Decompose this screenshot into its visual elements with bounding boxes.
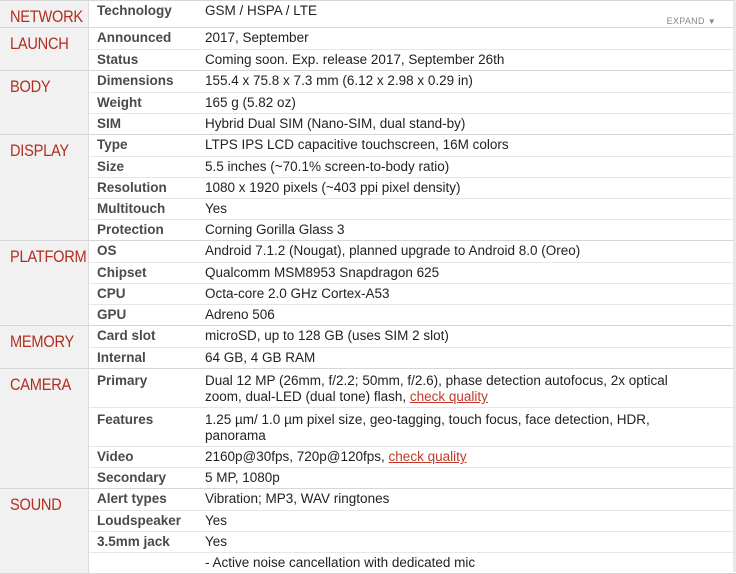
spec-value	[199, 50, 736, 70]
spec-value	[199, 511, 736, 531]
spec-value-text: 155.4 x 75.8 x 7.3 mm (6.12 x 2.98 x 0.29 in)	[205, 73, 473, 88]
spec-value-text: 2160p@30fps, 720p@120fps,	[205, 449, 389, 464]
spec-value	[199, 28, 736, 49]
expand-label: EXPAND	[666, 16, 705, 26]
section-heading-label: NETWORK	[10, 7, 83, 26]
spec-title: 3.5mm jack	[97, 534, 170, 549]
spec-title: Type	[97, 137, 128, 152]
spec-section-display	[0, 135, 736, 241]
spec-value-text: Vibration; MP3, WAV ringtones	[205, 491, 390, 506]
spec-section-network	[0, 0, 736, 28]
spec-value	[199, 408, 736, 446]
spec-value	[199, 199, 736, 219]
spec-title: Status	[97, 52, 139, 67]
spec-value	[199, 71, 736, 92]
spec-row	[89, 219, 736, 240]
spec-row	[89, 489, 736, 510]
spec-value-text: Qualcomm MSM8953 Snapdragon 625	[205, 265, 440, 280]
spec-value-text: microSD, up to 128 GB (uses SIM 2 slot)	[205, 328, 449, 343]
spec-row	[89, 241, 736, 262]
section-heading	[0, 241, 89, 325]
spec-value	[199, 157, 736, 177]
spec-value	[199, 178, 736, 198]
section-heading	[0, 369, 89, 488]
spec-value-text: 5.5 inches (~70.1% screen-to-body ratio)	[205, 159, 450, 174]
spec-title: Dimensions	[97, 73, 174, 88]
spec-rows	[89, 489, 736, 573]
spec-value-text: LTPS IPS LCD capacitive touchscreen, 16M colors	[205, 137, 509, 152]
spec-value-text: GSM / HSPA / LTE	[205, 3, 318, 18]
spec-title: Internal	[97, 350, 146, 365]
spec-value-text: Yes	[205, 534, 228, 549]
spec-title: GPU	[97, 307, 127, 322]
section-heading-label: CAMERA	[10, 375, 72, 394]
spec-value	[199, 263, 736, 283]
spec-title: Features	[97, 412, 154, 427]
spec-value	[199, 489, 736, 510]
spec-value	[199, 135, 736, 156]
spec-value-text: Coming soon. Exp. release 2017, September 26th	[205, 52, 505, 67]
spec-title: Loudspeaker	[97, 513, 182, 528]
section-heading	[0, 489, 89, 573]
spec-title: SIM	[97, 116, 122, 131]
spec-row	[89, 467, 736, 488]
check-quality-link[interactable]: check quality	[388, 449, 467, 464]
spec-row	[89, 407, 736, 446]
spec-row	[89, 283, 736, 304]
spec-value	[199, 348, 736, 368]
spec-row	[89, 262, 736, 283]
spec-row	[89, 135, 736, 156]
spec-value	[199, 553, 736, 573]
spec-title: Primary	[97, 373, 148, 388]
spec-row	[89, 552, 736, 573]
spec-title: OS	[97, 243, 117, 258]
spec-row	[89, 92, 736, 113]
spec-row	[89, 156, 736, 177]
spec-value-text: Adreno 506	[205, 307, 275, 322]
spec-value-text: - Active noise cancellation with dedicated mic	[205, 555, 476, 570]
spec-rows	[89, 71, 736, 134]
spec-value-text: Octa-core 2.0 GHz Cortex-A53	[205, 286, 390, 301]
spec-value-text: Yes	[205, 201, 228, 216]
spec-value-text: 1080 x 1920 pixels (~403 ppi pixel density)	[205, 180, 461, 195]
spec-value-text: 165 g (5.82 oz)	[205, 95, 296, 110]
spec-title: Alert types	[97, 491, 167, 506]
section-heading	[0, 28, 89, 70]
spec-value-text: Corning Gorilla Glass 3	[205, 222, 345, 237]
spec-value	[199, 241, 736, 262]
spec-row	[89, 113, 736, 134]
spec-value-text: 2017, September	[205, 30, 309, 45]
spec-value	[199, 93, 736, 113]
spec-title: CPU	[97, 286, 126, 301]
spec-value	[199, 447, 736, 467]
spec-title: Multitouch	[97, 201, 166, 216]
spec-row	[89, 198, 736, 219]
spec-value	[199, 369, 736, 407]
spec-value	[199, 1, 736, 22]
spec-value-text: 5 MP, 1080p	[205, 470, 280, 485]
spec-row	[89, 347, 736, 368]
spec-row	[89, 326, 736, 347]
spec-value	[199, 532, 736, 552]
section-heading	[0, 326, 89, 368]
spec-title: Technology	[97, 3, 172, 18]
spec-title: Weight	[97, 95, 142, 110]
spec-rows	[89, 241, 736, 325]
spec-row	[89, 49, 736, 70]
spec-title: Resolution	[97, 180, 167, 195]
spec-section-sound	[0, 489, 736, 574]
spec-title: Chipset	[97, 265, 147, 280]
spec-title: Announced	[97, 30, 172, 45]
spec-value-text: Hybrid Dual SIM (Nano-SIM, dual stand-by)	[205, 116, 466, 131]
spec-title: Secondary	[97, 470, 167, 485]
expand-button[interactable]	[667, 16, 716, 26]
spec-row	[89, 1, 736, 22]
spec-value-text: Dual 12 MP (26mm, f/2.2; 50mm, f/2.6), phase detection autofocus, 2x optical zoom, dual-LED (dual tone) flash,	[205, 373, 668, 404]
spec-rows	[89, 1, 736, 27]
spec-row	[89, 28, 736, 49]
spec-rows	[89, 369, 736, 488]
spec-value	[199, 326, 736, 347]
spec-value-text: 64 GB, 4 GB RAM	[205, 350, 316, 365]
spec-value	[199, 220, 736, 240]
section-heading-label: MEMORY	[10, 332, 74, 351]
check-quality-link[interactable]: check quality	[409, 389, 488, 404]
spec-row	[89, 510, 736, 531]
spec-title	[89, 553, 199, 573]
section-heading-label: BODY	[10, 77, 51, 96]
spec-row	[89, 71, 736, 92]
spec-row	[89, 304, 736, 325]
spec-row	[89, 531, 736, 552]
spec-rows	[89, 135, 736, 240]
spec-section-memory	[0, 326, 736, 369]
spec-row	[89, 177, 736, 198]
section-heading-label: LAUNCH	[10, 34, 69, 53]
spec-value	[199, 114, 736, 134]
spec-rows	[89, 326, 736, 368]
section-heading-label: PLATFORM	[10, 247, 87, 266]
spec-section-launch	[0, 28, 736, 71]
spec-title: Size	[97, 159, 125, 174]
section-heading	[0, 1, 89, 27]
spec-value-text: Android 7.1.2 (Nougat), planned upgrade to Android 8.0 (Oreo)	[205, 243, 581, 258]
spec-title: Video	[97, 449, 134, 464]
spec-section-platform	[0, 241, 736, 326]
spec-row	[89, 446, 736, 467]
spec-value	[199, 284, 736, 304]
spec-value	[199, 305, 736, 325]
spec-value-text: Yes	[205, 513, 228, 528]
section-heading	[0, 71, 89, 134]
section-heading-label: DISPLAY	[10, 141, 69, 160]
spec-row	[89, 369, 736, 407]
spec-section-camera	[0, 369, 736, 489]
spec-value	[199, 468, 736, 488]
section-heading-label: SOUND	[10, 495, 62, 514]
spec-title: Protection	[97, 222, 164, 237]
spec-value-text: 1.25 µm/ 1.0 µm pixel size, geo-tagging, touch focus, face detection, HDR, panorama	[205, 412, 650, 443]
chevron-down-icon: ▼	[707, 17, 716, 26]
section-heading	[0, 135, 89, 240]
spec-section-body	[0, 71, 736, 135]
spec-rows	[89, 28, 736, 70]
spec-title: Card slot	[97, 328, 156, 343]
